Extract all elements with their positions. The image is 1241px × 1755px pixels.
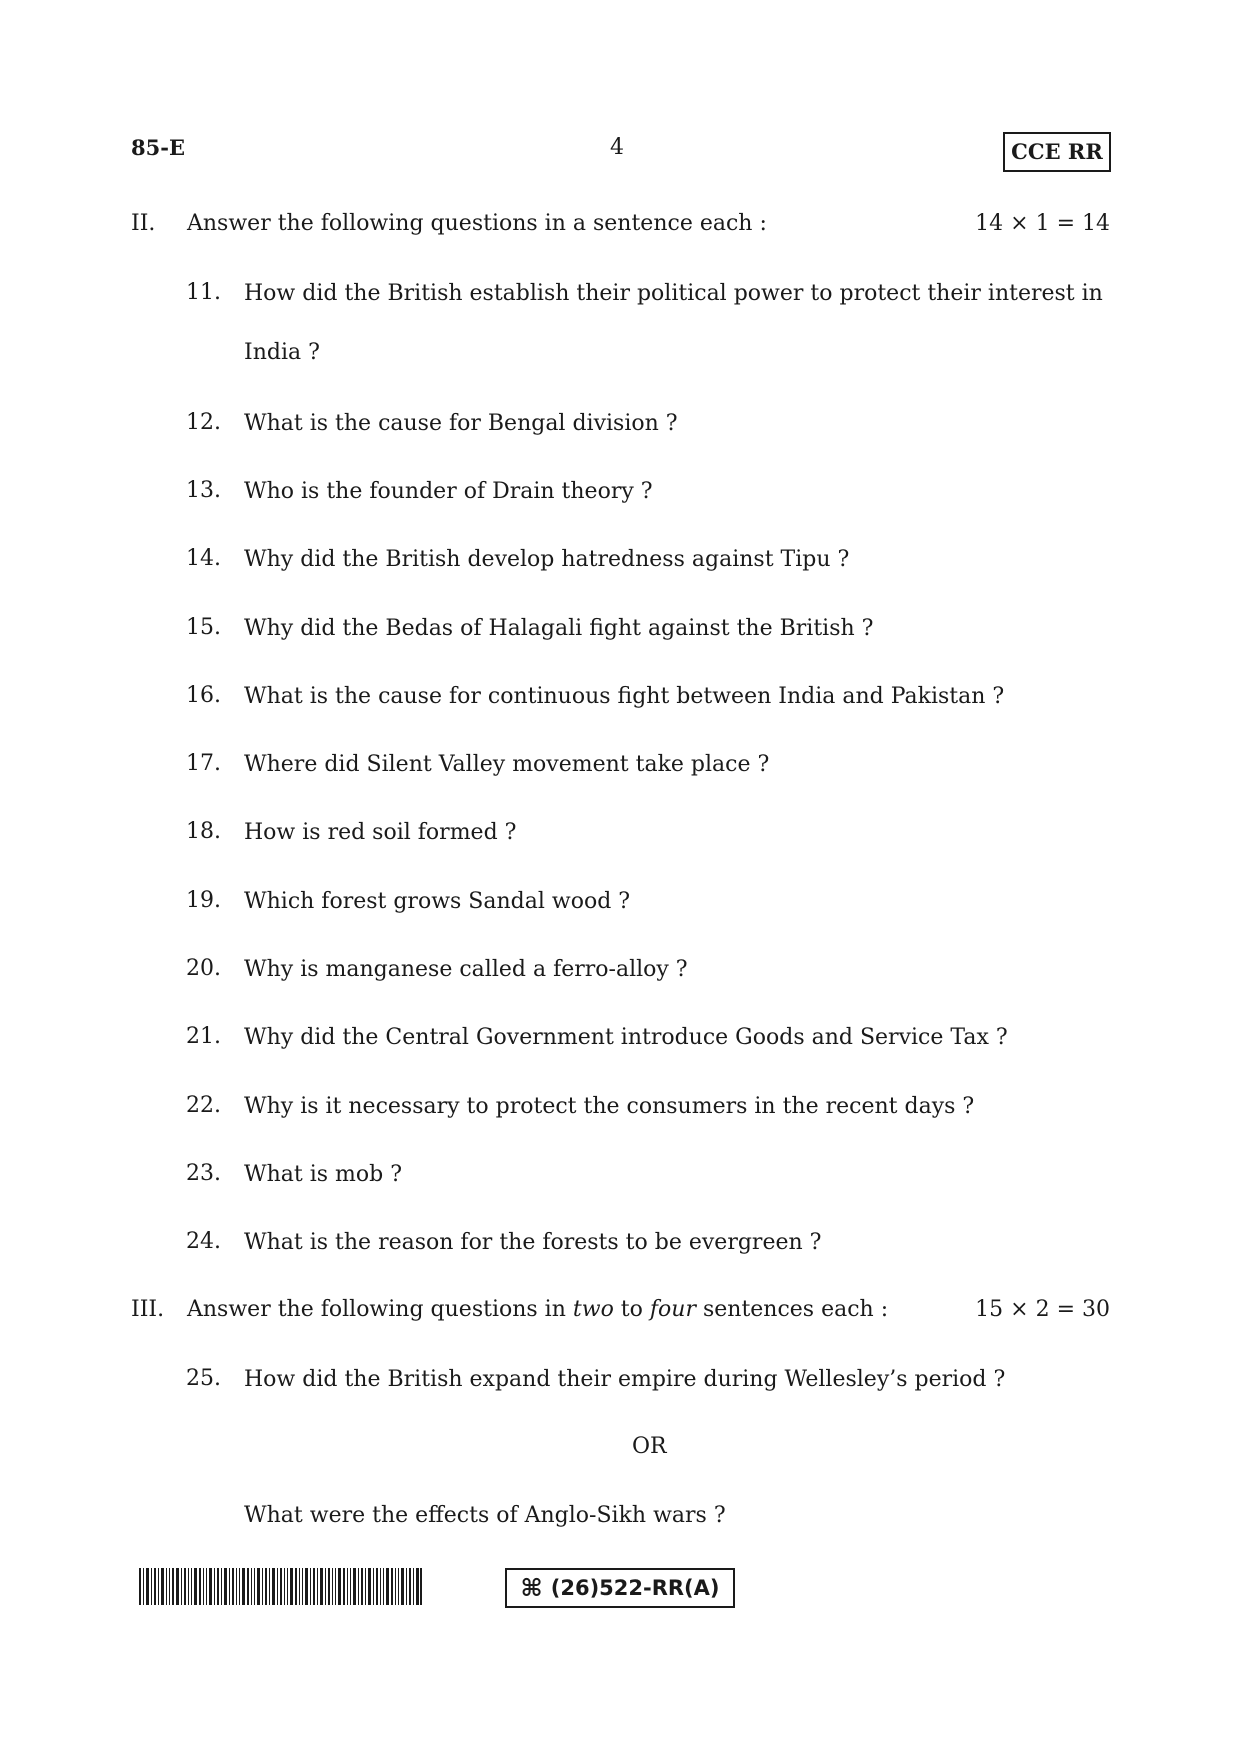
question-number: 17. [186, 751, 221, 776]
question-text: What is the reason for the forests to be evergreen ? [244, 1230, 822, 1255]
question-text: Why did the Bedas of Halagali fight against the British ? [244, 616, 874, 641]
question-number: 21. [186, 1024, 221, 1049]
question-number: 13. [186, 478, 221, 503]
question-text: Where did Silent Valley movement take place ? [244, 752, 770, 777]
section-3-instruction: Answer the following questions in two to four sentences each : [187, 1297, 889, 1322]
question-number: 22. [186, 1093, 221, 1118]
question-paper-code: (26)522-RR(A) [550, 1576, 720, 1600]
question-number: 25. [186, 1366, 221, 1391]
question-paper-code-box [505, 1568, 735, 1608]
question-text: Why is manganese called a ferro-alloy ? [244, 957, 688, 982]
question-text: What is the cause for continuous fight between India and Pakistan ? [244, 684, 1005, 709]
question-text: Why did the Central Government introduce Goods and Service Tax ? [244, 1025, 1008, 1050]
question-text: How did the British expand their empire during Wellesley’s period ? [244, 1367, 1006, 1392]
question-number: 24. [186, 1229, 221, 1254]
section-2-marks: 14 × 1 = 14 [975, 211, 1110, 236]
question-number: 16. [186, 683, 221, 708]
question-number: 15. [186, 615, 221, 640]
barcode [139, 1568, 422, 1605]
question-number: 12. [186, 410, 221, 435]
question-number: 19. [186, 888, 221, 913]
question-number: 20. [186, 956, 221, 981]
question-text: What is mob ? [244, 1162, 403, 1187]
question-text: Why is it necessary to protect the consumers in the recent days ? [244, 1094, 975, 1119]
section-3-marks: 15 × 2 = 30 [975, 1297, 1110, 1322]
section-2-number: II. [131, 211, 156, 236]
question-text: Why did the British develop hatredness against Tipu ? [244, 547, 850, 572]
or-divider: OR [632, 1434, 667, 1459]
alternative-question-text: What were the effects of Anglo-Sikh wars ? [244, 1503, 726, 1528]
command-symbol-icon: ⌘ [520, 1574, 543, 1602]
question-text: Who is the founder of Drain theory ? [244, 479, 653, 504]
section-3-number: III. [131, 1297, 165, 1322]
question-text: How did the British establish their political power to protect their interest in India ? [244, 281, 1103, 365]
page-number: 4 [610, 135, 624, 160]
paper-code: 85-E [131, 135, 185, 160]
question-text: Which forest grows Sandal wood ? [244, 889, 631, 914]
question-number: 14. [186, 546, 221, 571]
question-text: What is the cause for Bengal division ? [244, 411, 678, 436]
question-number: 11. [186, 280, 221, 305]
question-text: How is red soil formed ? [244, 820, 517, 845]
question-number: 18. [186, 819, 221, 844]
question-number: 23. [186, 1161, 221, 1186]
section-2-instruction: Answer the following questions in a sentence each : [187, 211, 767, 236]
exam-label-box: CCE RR [1003, 132, 1111, 172]
